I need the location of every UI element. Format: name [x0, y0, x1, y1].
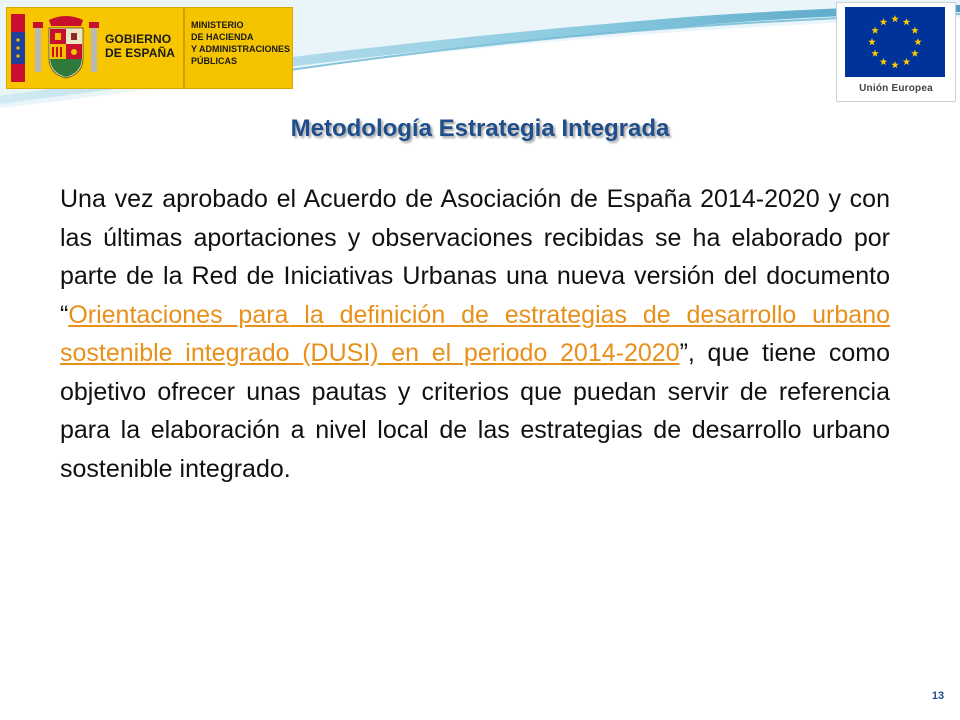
eu-logo [836, 2, 956, 102]
body-text-after-link: ”, que tiene como objetivo ofrecer unas pautas y criterios que puedan servir de referencia para la elaboración a nivel local de las estrategias de desarrollo urbano sostenible integrado. [60, 339, 890, 483]
slide-title: Metodología Estrategia Integrada [290, 115, 670, 142]
page-number: 13 [931, 690, 945, 702]
ministry-name [191, 19, 290, 67]
government-title-line2: DE ESPAÑA [105, 46, 176, 60]
eu-caption: Unión Europea [859, 83, 933, 94]
ministry-line4: PÚBLICAS [191, 56, 238, 66]
spain-coat-of-arms-icon [31, 14, 101, 82]
body-text-before-link: Una vez aprobado el Acuerdo de Asociación de España 2014-2020 y con las últimas aportaciones y observaciones recibidas se ha elaborado por parte de la Red de Iniciativas Urbanas una nueva versión del documento “ [60, 185, 890, 329]
orientaciones-document-link[interactable]: Orientaciones para la definición de estrategias de desarrollo urbano sostenible integrado (DUSI) en el periodo 2014-2020 [60, 300, 890, 367]
ministry-line3: Y ADMINISTRACIONES [191, 44, 291, 54]
ministry-line2: DE HACIENDA [191, 32, 254, 42]
eu-flag-icon [845, 7, 945, 77]
ministry-line1: MINISTERIO [191, 20, 244, 30]
government-title [105, 32, 175, 60]
eu-stripe-icon [11, 14, 25, 82]
body-paragraph [60, 180, 890, 488]
government-logo-divider [183, 8, 185, 88]
government-title-line1: GOBIERNO [105, 32, 172, 46]
government-logo [6, 7, 293, 89]
